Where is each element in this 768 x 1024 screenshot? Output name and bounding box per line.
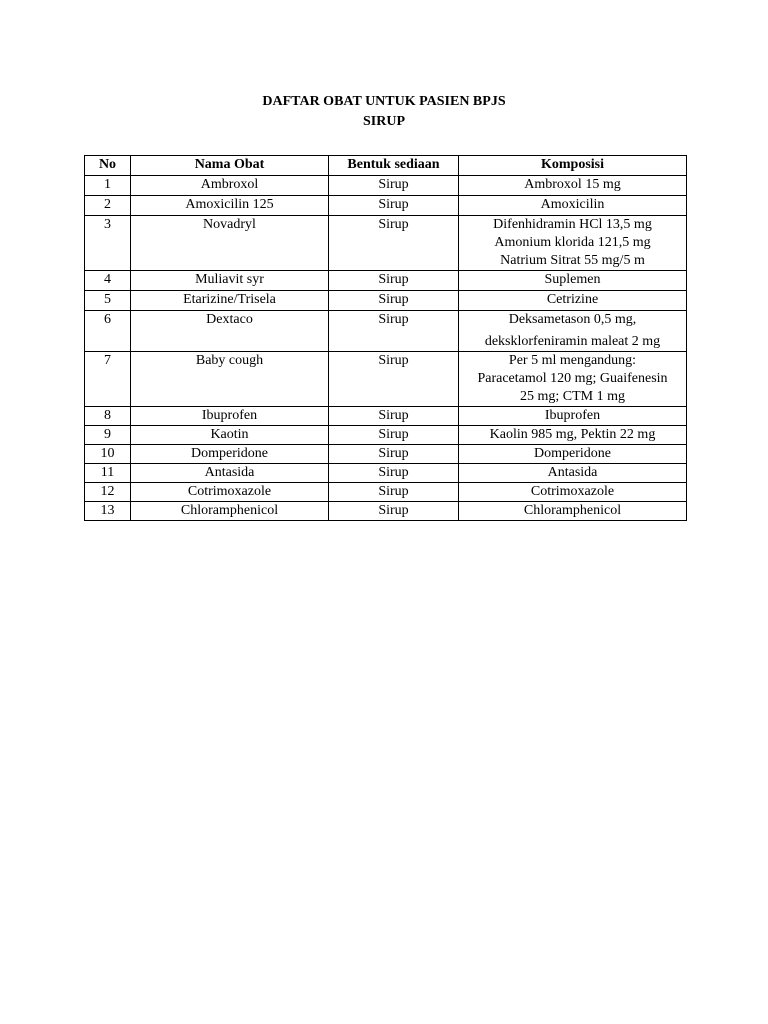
cell-no: 12 xyxy=(85,483,131,502)
cell-composition xyxy=(459,502,687,521)
composition-line: Ibuprofen xyxy=(544,408,601,423)
table-row xyxy=(85,502,687,521)
cell-form: Sirup xyxy=(329,426,459,445)
cell-name: Novadryl xyxy=(131,216,329,271)
cell-form: Sirup xyxy=(329,271,459,291)
table-row xyxy=(85,445,687,464)
cell-name: Cotrimoxazole xyxy=(131,483,329,502)
table-header-row xyxy=(85,156,687,176)
composition-line: Amoxicilin xyxy=(540,197,605,212)
composition-line: Chloramphenicol xyxy=(523,503,622,518)
composition-line: Ambroxol 15 mg xyxy=(524,177,621,192)
cell-composition xyxy=(459,291,687,311)
header-form: Bentuk sediaan xyxy=(329,156,459,176)
cell-composition xyxy=(459,483,687,502)
header-no: No xyxy=(85,156,131,176)
table-row xyxy=(85,352,687,407)
cell-form: Sirup xyxy=(329,464,459,483)
composition-line: Deksametason 0,5 mg, xyxy=(508,312,637,327)
header-name: Nama Obat xyxy=(131,156,329,176)
cell-form: Sirup xyxy=(329,445,459,464)
cell-no: 13 xyxy=(85,502,131,521)
cell-name: Baby cough xyxy=(131,352,329,407)
cell-form: Sirup xyxy=(329,483,459,502)
cell-name: Dextaco xyxy=(131,311,329,352)
table-body xyxy=(85,176,687,521)
cell-no: 6 xyxy=(85,311,131,352)
composition-line: Cetrizine xyxy=(546,292,599,307)
composition-line: Amonium klorida 121,5 mg xyxy=(494,235,651,250)
cell-name: Chloramphenicol xyxy=(131,502,329,521)
header-composition: Komposisi xyxy=(459,156,687,176)
cell-name: Kaotin xyxy=(131,426,329,445)
table-row xyxy=(85,311,687,352)
composition-line: deksklorfeniramin maleat 2 mg xyxy=(484,334,661,349)
cell-form: Sirup xyxy=(329,502,459,521)
cell-name: Muliavit syr xyxy=(131,271,329,291)
cell-no: 9 xyxy=(85,426,131,445)
composition-line: Paracetamol 120 mg; Guaifenesin xyxy=(477,371,668,386)
cell-no: 1 xyxy=(85,176,131,196)
document-subtitle: SIRUP xyxy=(362,114,405,129)
table-row xyxy=(85,291,687,311)
cell-no: 11 xyxy=(85,464,131,483)
composition-line: Kaolin 985 mg, Pektin 22 mg xyxy=(489,427,656,442)
table-row xyxy=(85,196,687,216)
table-row xyxy=(85,407,687,426)
cell-form: Sirup xyxy=(329,176,459,196)
composition-line: Suplemen xyxy=(544,272,601,287)
cell-no: 4 xyxy=(85,271,131,291)
document-title: DAFTAR OBAT UNTUK PASIEN BPJS xyxy=(262,94,506,109)
cell-no: 3 xyxy=(85,216,131,271)
table-row xyxy=(85,426,687,445)
cell-composition xyxy=(459,196,687,216)
cell-no: 7 xyxy=(85,352,131,407)
cell-form: Sirup xyxy=(329,352,459,407)
composition-line: Domperidone xyxy=(534,446,611,461)
cell-name: Antasida xyxy=(131,464,329,483)
table-row xyxy=(85,483,687,502)
cell-no: 10 xyxy=(85,445,131,464)
cell-composition xyxy=(459,271,687,291)
cell-name: Domperidone xyxy=(131,445,329,464)
cell-composition xyxy=(459,352,687,407)
cell-no: 5 xyxy=(85,291,131,311)
cell-no: 2 xyxy=(85,196,131,216)
drug-table xyxy=(84,155,687,521)
cell-name: Amoxicilin 125 xyxy=(131,196,329,216)
table-row xyxy=(85,271,687,291)
cell-composition xyxy=(459,426,687,445)
composition-line: 25 mg; CTM 1 mg xyxy=(519,389,625,404)
cell-form: Sirup xyxy=(329,407,459,426)
cell-composition xyxy=(459,216,687,271)
cell-name: Etarizine/Trisela xyxy=(131,291,329,311)
composition-line: Difenhidramin HCl 13,5 mg xyxy=(493,217,652,232)
composition-line: Per 5 ml mengandung: xyxy=(508,353,637,368)
composition-line: Cotrimoxazole xyxy=(530,484,615,499)
cell-form: Sirup xyxy=(329,311,459,352)
cell-form: Sirup xyxy=(329,216,459,271)
table-row xyxy=(85,176,687,196)
table-row xyxy=(85,464,687,483)
cell-composition xyxy=(459,445,687,464)
cell-no: 8 xyxy=(85,407,131,426)
cell-composition xyxy=(459,464,687,483)
cell-composition xyxy=(459,176,687,196)
composition-line: Natrium Sitrat 55 mg/5 m xyxy=(500,253,645,268)
cell-composition xyxy=(459,407,687,426)
table-row xyxy=(85,216,687,271)
cell-composition xyxy=(459,311,687,352)
cell-form: Sirup xyxy=(329,291,459,311)
cell-name: Ambroxol xyxy=(131,176,329,196)
cell-name: Ibuprofen xyxy=(131,407,329,426)
cell-form: Sirup xyxy=(329,196,459,216)
composition-line: Antasida xyxy=(547,465,598,480)
